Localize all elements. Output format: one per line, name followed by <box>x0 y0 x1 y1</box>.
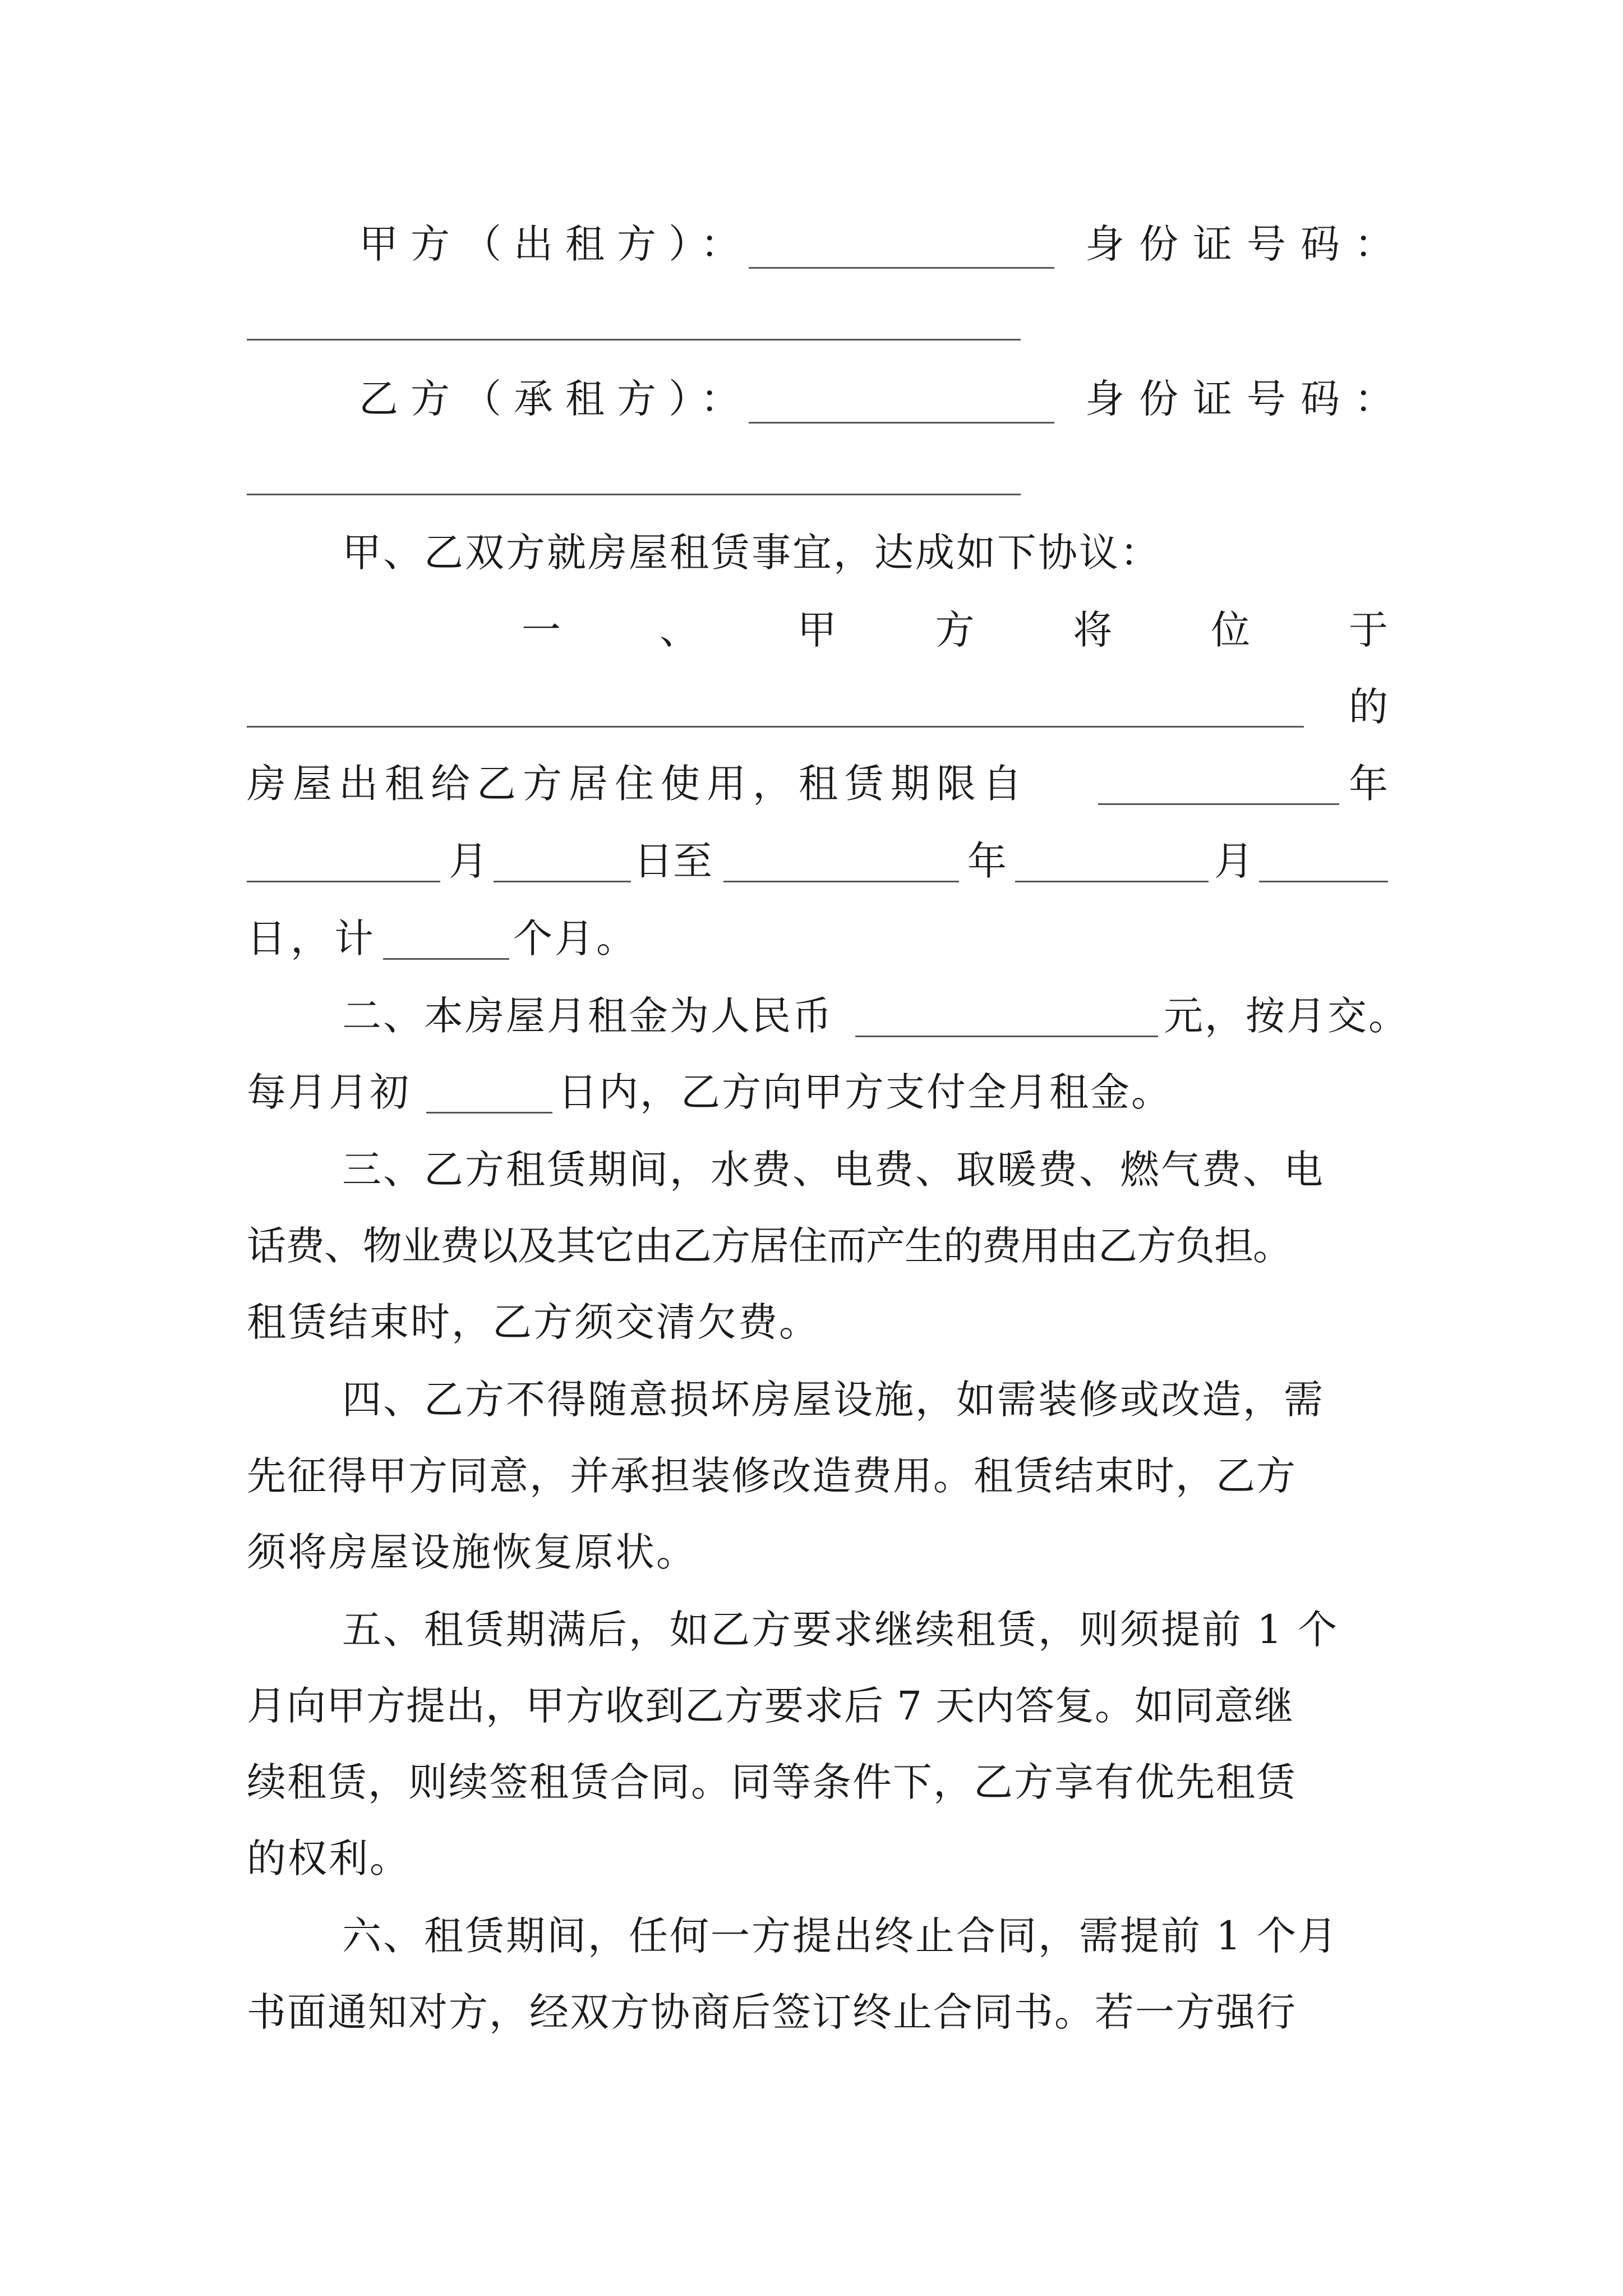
clause5-line: 五、租赁期满后，如乙方要求继续租赁，则须提前 1 个 <box>342 1607 1339 1653</box>
payment-day-blank[interactable] <box>426 1112 552 1114</box>
start-year-label: 年 <box>1349 761 1388 807</box>
clause6-line: 书面通知对方，经双方协商后签订终止合同书。若一方强行 <box>247 1989 1297 2035</box>
end-year-blank[interactable] <box>723 881 959 882</box>
clause1-char: 方 <box>935 607 975 653</box>
end-month-blank[interactable] <box>1015 881 1209 882</box>
start-year-blank[interactable] <box>1098 803 1339 805</box>
clause4-line: 四、乙方不得随意损坏房屋设施，如需装修或改造，需 <box>342 1377 1325 1423</box>
start-day-blank[interactable] <box>494 881 631 882</box>
clause2-line1-end: 元，按月交。 <box>1164 993 1409 1039</box>
day-count-label: 日，计 <box>247 915 378 961</box>
party-a-label: 甲方（出租方）： <box>359 221 752 267</box>
clause2-line2-end: 日内，乙方向甲方支付全月租金。 <box>558 1069 1172 1115</box>
property-address-blank[interactable] <box>247 726 1304 728</box>
months-count-blank[interactable] <box>383 958 509 960</box>
clause6-line: 六、租赁期间，任何一方提出终止合同，需提前 1 个月 <box>342 1913 1339 1959</box>
end-month-label: 月 <box>1214 838 1253 884</box>
clause3-line: 租赁结束时，乙方须交清欠费。 <box>247 1299 820 1345</box>
clause4-line: 先征得甲方同意，并承担装修改造费用。租赁结束时，乙方 <box>247 1453 1297 1499</box>
party-a-id-label: 身份证号码： <box>1085 221 1408 267</box>
party-b-id-label: 身份证号码： <box>1085 376 1408 422</box>
clause5-line: 的权利。 <box>247 1835 411 1881</box>
clause1-de: 的 <box>1349 684 1388 730</box>
end-day-blank[interactable] <box>1259 881 1388 882</box>
clause1-line3: 房屋出租给乙方居住使用，租赁期限自 <box>247 761 1029 807</box>
clause1-char: 于 <box>1348 607 1388 653</box>
start-month-label: 月 <box>449 838 488 884</box>
clause3-line: 三、乙方租赁期间，水费、电费、取暖费、燃气费、电 <box>342 1147 1325 1193</box>
day-to-label: 日至 <box>634 838 712 884</box>
rent-amount-blank[interactable] <box>855 1036 1158 1037</box>
clause1-char: 位 <box>1211 607 1251 653</box>
months-end-label: 个月。 <box>513 915 638 961</box>
start-month-blank[interactable] <box>247 881 440 882</box>
clause1-heading <box>522 607 1388 653</box>
party-b-name-blank[interactable] <box>749 422 1054 424</box>
clause4-line: 须将房屋设施恢复原状。 <box>247 1529 697 1575</box>
clause1-char: 将 <box>1073 607 1113 653</box>
clause5-line: 月向甲方提出，甲方收到乙方要求后 7 天内答复。如同意继 <box>247 1683 1294 1729</box>
party-b-label: 乙方（承租方）： <box>359 376 752 422</box>
clause5-line: 续租赁，则续签租赁合同。同等条件下，乙方享有优先租赁 <box>247 1759 1297 1805</box>
clause1-char: 、 <box>659 607 699 653</box>
clause3-line: 话费、物业费以及其它由乙方居住而产生的费用由乙方负担。 <box>247 1223 1292 1269</box>
end-year-label: 年 <box>967 838 1007 884</box>
party-a-id-blank[interactable] <box>247 339 1021 341</box>
intro-text: 甲、乙双方就房屋租赁事宜，达成如下协议： <box>342 530 1161 576</box>
clause1-char: 一 <box>522 607 561 653</box>
clause2-line2-start: 每月月初 <box>247 1069 411 1115</box>
clause2-line1-start: 二、本房屋月租金为人民币 <box>342 993 833 1039</box>
clause1-char: 甲 <box>797 607 837 653</box>
party-b-id-blank[interactable] <box>247 494 1021 495</box>
party-a-name-blank[interactable] <box>749 267 1054 269</box>
